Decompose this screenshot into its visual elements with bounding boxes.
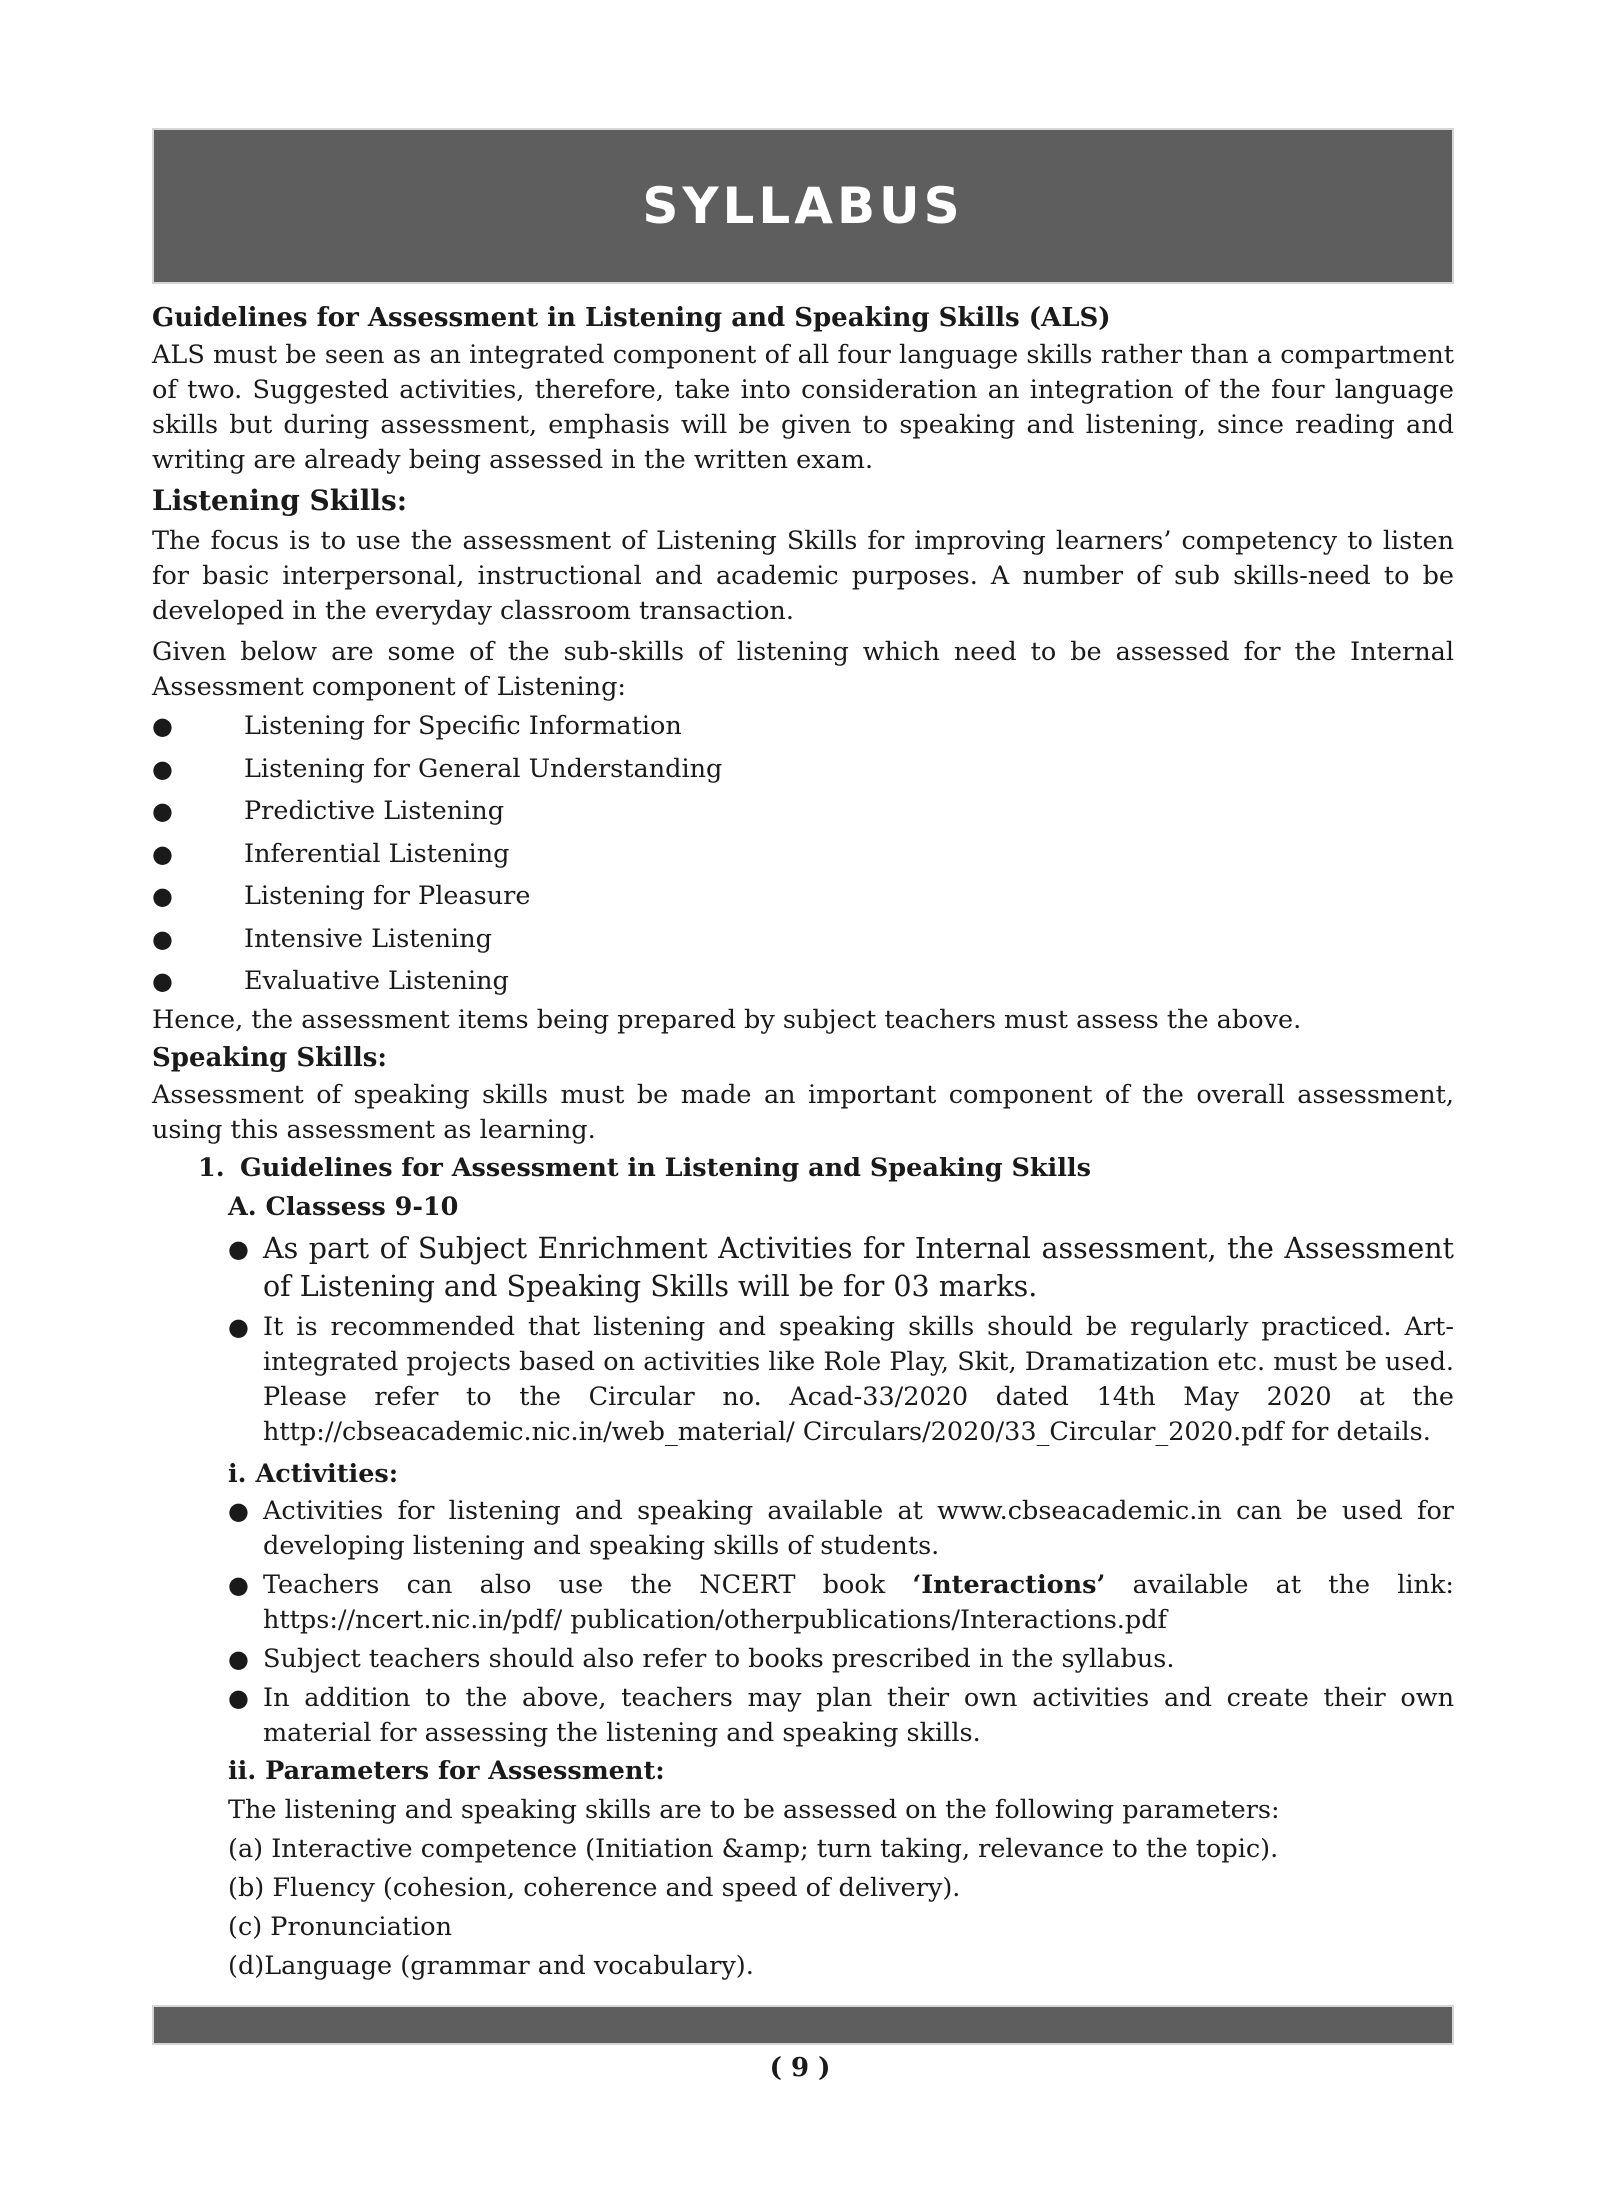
parameter-item: (b) Fluency (cohesion, coherence and speed of delivery).: [228, 1872, 961, 1903]
title-banner: [152, 128, 1454, 284]
parameters-label: ii. Parameters for Assessment:: [228, 1755, 665, 1786]
bullet-icon: ●: [228, 1234, 249, 1263]
list-item: ● In addition to the above, teachers may plan their own activities and create their own material for assessing the listening and speaking skills.: [228, 1682, 1454, 1748]
bullet-icon: ●: [152, 839, 173, 868]
page-number: ( 9 ): [769, 2053, 831, 2083]
listening-closing: Hence, the assessment items being prepared by subject teachers must assess the above.: [152, 1004, 1302, 1035]
speaking-para: Assessment of speaking skills must be made an important component of the overall assessment, using this assessment as learning.: [152, 1079, 1454, 1145]
classes-block: [152, 1188, 1454, 1986]
list-item: ● Intensive Listening: [152, 918, 1454, 961]
section-title: Guidelines for Assessment in Listening and Speaking Skills: [240, 1152, 1091, 1183]
bullet-icon: ●: [228, 1496, 249, 1525]
list-item: ● Teachers can also use the NCERT book ‘Interactions’ available at the link: https://ncert.nic.in/pdf/ publication/otherpublications/Interactions.pdf: [228, 1569, 1454, 1635]
classes-label: A. Classess 9-10: [228, 1191, 459, 1222]
list-item: ● Predictive Listening: [152, 790, 1454, 833]
parameter-item: (a) Interactive competence (Initiation &amp; turn taking, relevance to the topic).: [228, 1833, 1279, 1864]
list-item: ● As part of Subject Enrichment Activities for Internal assessment, the Assessment of Listening and Speaking Skills will be for 03 marks.: [228, 1231, 1454, 1303]
footer-banner: [152, 2005, 1454, 2045]
guidelines-section: [152, 1148, 1454, 1188]
als-body: ALS must be seen as an integrated component of all four language skills rather than a compartment of two. Suggested activities, therefore, take into consideration an integration of the four language skills but during assessment, emphasis will be given to speaking and listening, since reading and writing are already being assessed in the written exam.: [152, 340, 1454, 475]
classes-list: [228, 1230, 1454, 1450]
bullet-icon: ●: [152, 712, 173, 740]
bullet-icon: ●: [228, 1312, 249, 1341]
listening-para-1: The focus is to use the assessment of Listening Skills for improving learners’ competency to listen for basic interpersonal, instructional and academic purposes. A number of sub skills-need to be developed in the everyday classroom transaction.: [152, 526, 1454, 626]
list-item: ● Activities for listening and speaking available at www.cbseacademic.in can be used for developing listening and speaking skills of students.: [228, 1495, 1454, 1561]
list-item: ● Listening for General Understanding: [152, 748, 1454, 791]
parameter-item: (c) Pronunciation: [228, 1911, 453, 1942]
bullet-icon: ●: [228, 1683, 249, 1712]
list-item: ● It is recommended that listening and speaking skills should be regularly practiced. Art-integrated projects based on activities like Role Play, Skit, Dramatization etc. must be used. Please refer to the Circular no. Acad-33/2020 dated 14th May 2020 at the http://cbseacademic.nic.in/web_material/ Circulars/2020/33_Circular_2020.pdf for details.: [228, 1311, 1454, 1447]
bullet-icon: ●: [152, 797, 173, 825]
bullet-icon: ●: [152, 924, 173, 953]
parameter-item: (d)Language (grammar and vocabulary).: [228, 1950, 754, 1981]
activities-list: [228, 1494, 1454, 1751]
speaking-heading: Speaking Skills:: [152, 1042, 388, 1073]
activities-label: i. Activities:: [228, 1458, 399, 1489]
listening-heading: Listening Skills:: [152, 484, 408, 517]
bullet-icon: ●: [152, 882, 173, 910]
als-heading: Guidelines for Assessment in Listening and Speaking Skills (ALS): [152, 303, 1111, 333]
page-content: [152, 298, 1454, 1986]
list-item: ● Evaluative Listening: [152, 960, 1454, 1003]
bullet-icon: ●: [228, 1644, 249, 1673]
bullet-icon: ●: [228, 1570, 249, 1599]
list-item: ● Inferential Listening: [152, 833, 1454, 876]
bullet-icon: ●: [152, 967, 173, 995]
parameters-block: [228, 1751, 1454, 1986]
list-item: ● Subject teachers should also refer to books prescribed in the syllabus.: [228, 1642, 1454, 1677]
section-number: 1.: [198, 1152, 225, 1183]
bullet-icon: ●: [152, 754, 173, 783]
parameters-intro: The listening and speaking skills are to be assessed on the following parameters:: [228, 1794, 1280, 1825]
list-item: ● Listening for Pleasure: [152, 875, 1454, 918]
listening-subskills-list: [152, 705, 1454, 1003]
page-title: SYLLABUS: [642, 177, 964, 235]
list-item: ● Listening for Specific Information: [152, 705, 1454, 748]
listening-para-2: Given below are some of the sub-skills of listening which need to be assessed for the Internal Assessment component of Listening:: [152, 637, 1454, 702]
